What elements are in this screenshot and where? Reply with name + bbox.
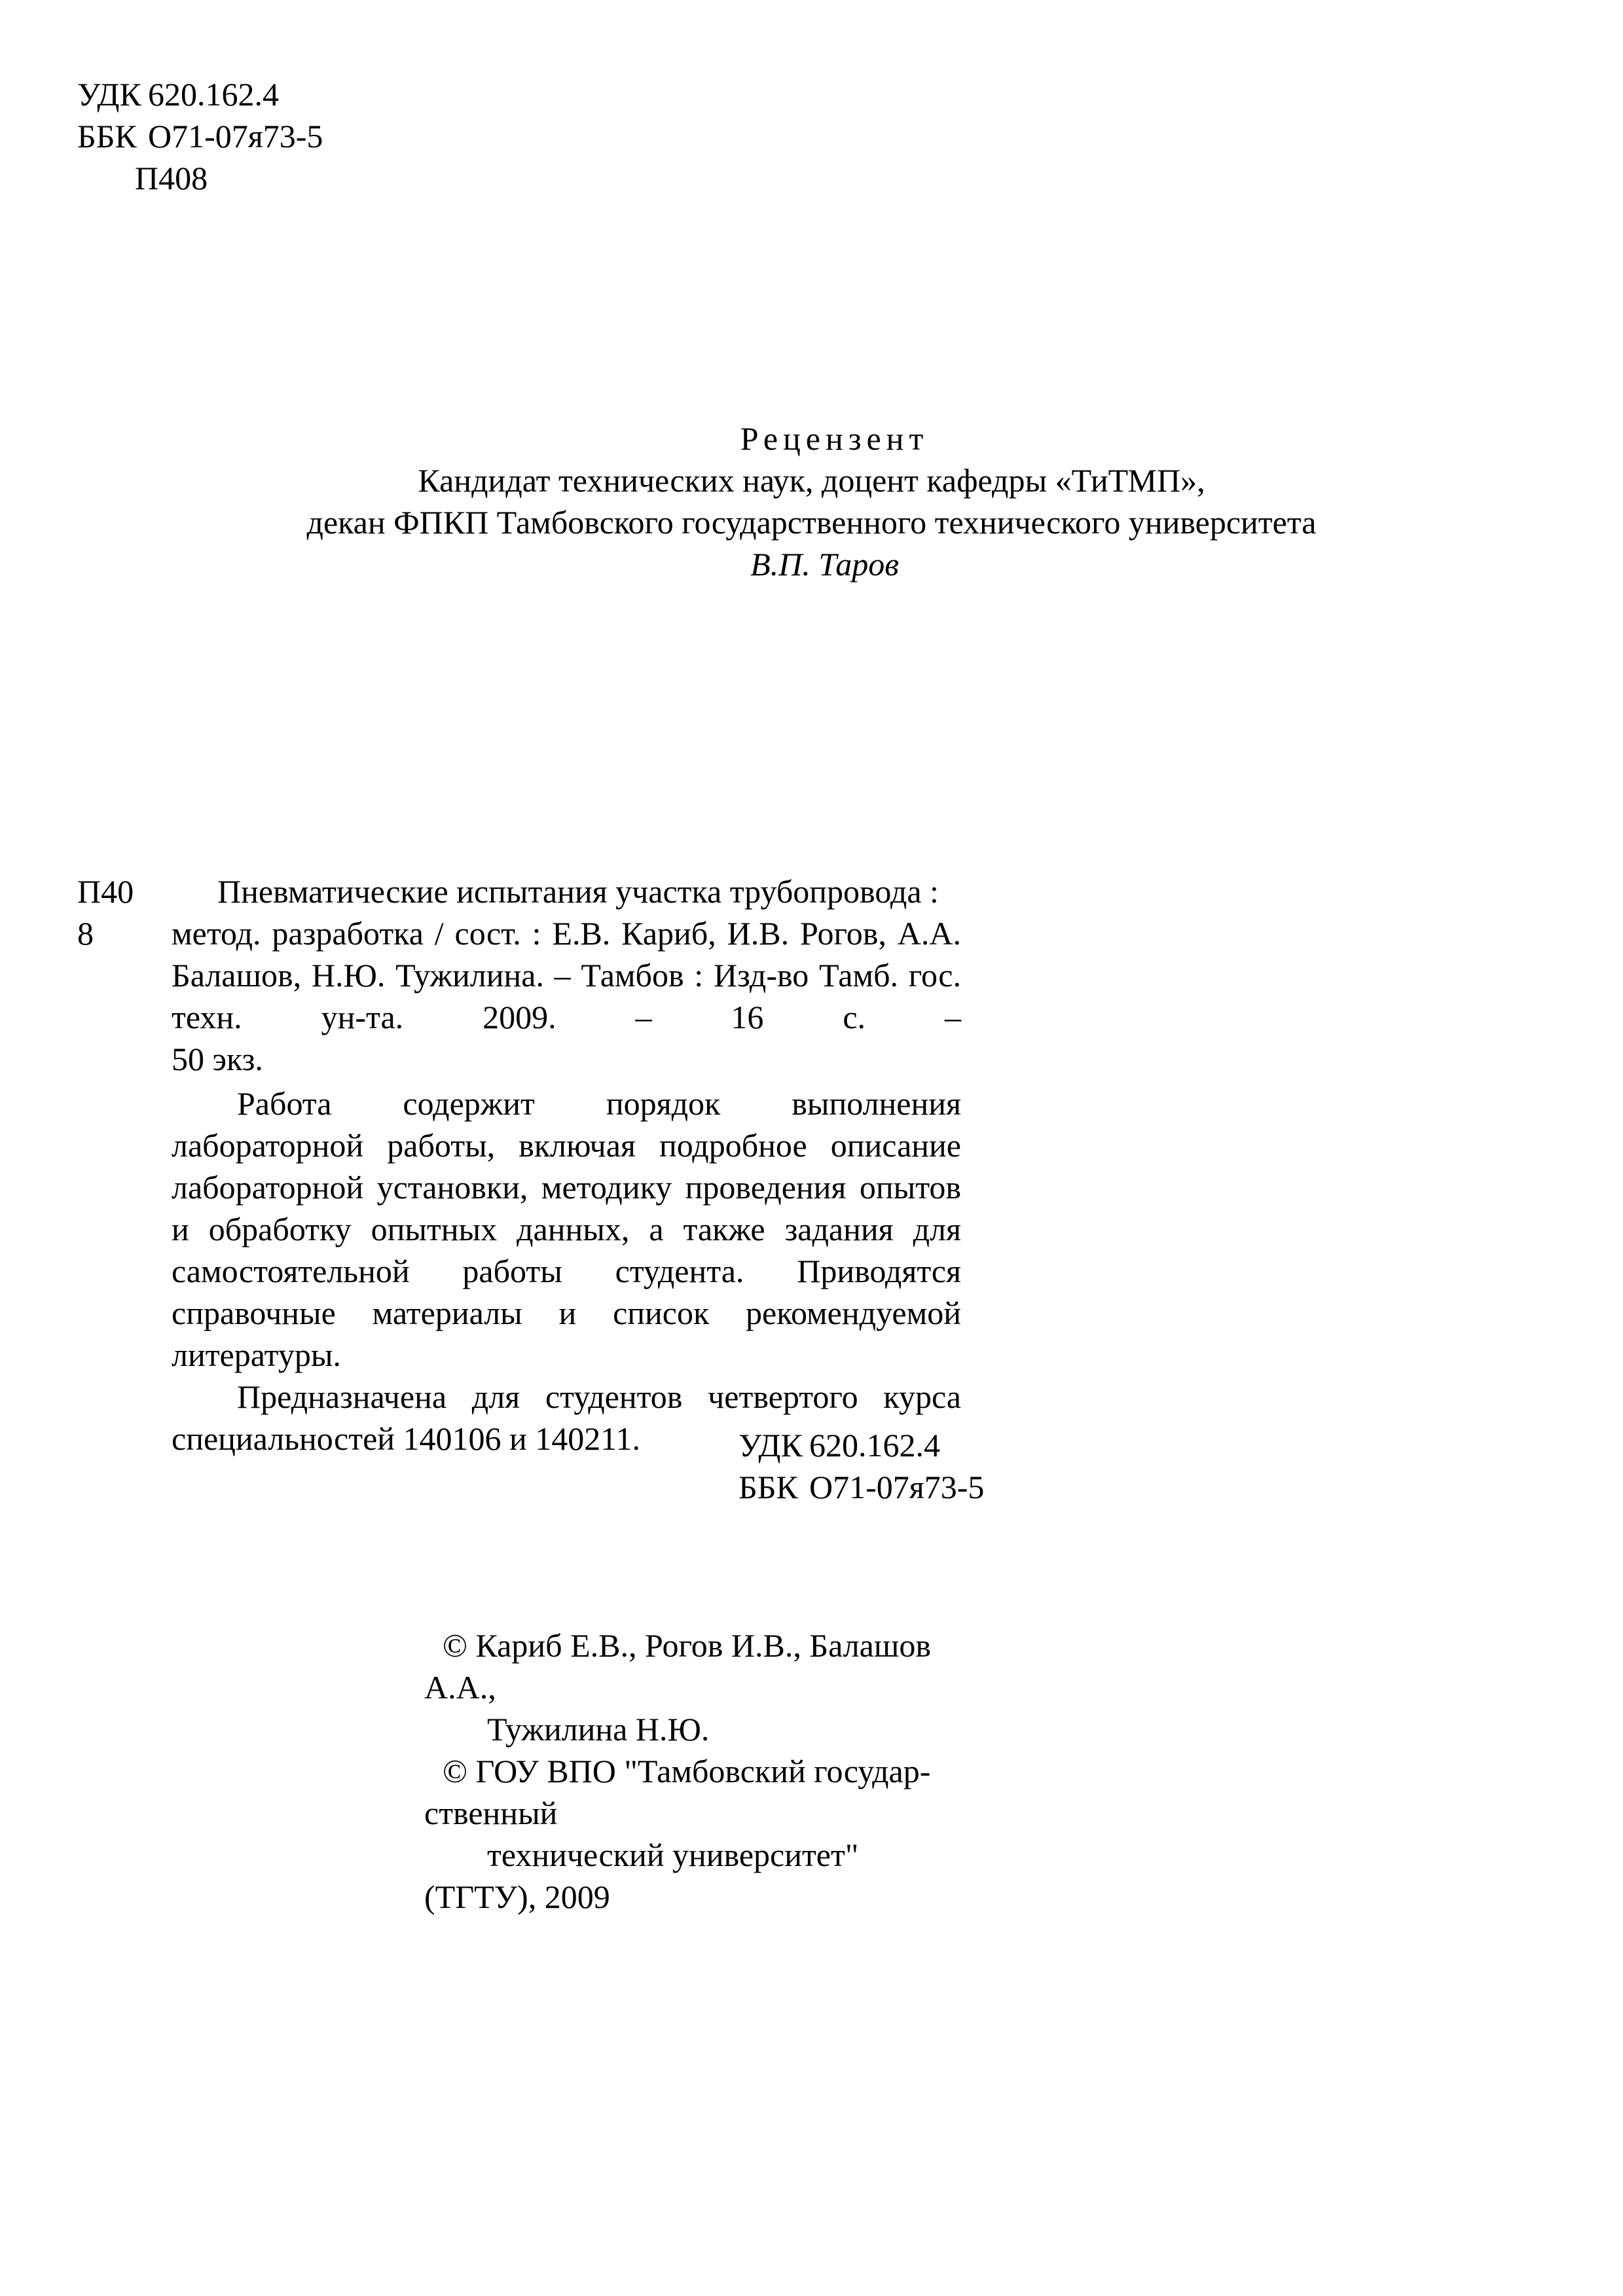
udk-label: УДК bbox=[739, 1427, 803, 1463]
bibliographic-line: метод. разработка / сост. : Е.В. Кариб, И.В. Рогов, А.А. bbox=[172, 915, 961, 952]
bbk-label: ББК bbox=[739, 1469, 798, 1505]
copyright-line: Тужилина Н.Ю. bbox=[487, 1711, 710, 1748]
copyright-line: А.А., bbox=[424, 1669, 496, 1706]
udk-label: УДК bbox=[77, 76, 141, 113]
bbk-value: О71-07я73-5 bbox=[809, 1469, 985, 1505]
copyright-block bbox=[424, 1624, 931, 1918]
bibliographic-line: техн. ун-та. 2009. – 16 с. – bbox=[172, 999, 961, 1035]
bibliographic-line: Пневматические испытания участка трубопровода : bbox=[217, 873, 939, 910]
bibliographic-code bbox=[77, 870, 134, 954]
bibliographic-line: Балашов, Н.Ю. Тужилина. – Тамбов : Изд-во Тамб. гос. bbox=[172, 957, 961, 994]
annotation-paragraph: Предназначена для студентов четвертого курса специальностей 140106 и 140211. bbox=[172, 1378, 961, 1457]
udk-row bbox=[739, 1424, 984, 1466]
classification-block-top bbox=[77, 73, 323, 199]
copyright-line: © Кариб Е.В., Рогов И.В., Балашов bbox=[443, 1627, 931, 1664]
reviewer-affiliation: декан ФПКП Тамбовского государственного технического университета bbox=[306, 504, 1317, 541]
reviewer-heading: Рецензент bbox=[740, 420, 929, 457]
reviewer-block bbox=[0, 418, 1623, 585]
udk-row bbox=[77, 73, 323, 115]
bibliographic-code-line: П40 bbox=[77, 873, 134, 910]
bbk-label: ББК bbox=[77, 118, 137, 154]
bibliographic-line: 50 экз. bbox=[172, 1041, 263, 1077]
copyright-line: (ТГТУ), 2009 bbox=[424, 1878, 610, 1915]
bbk-row bbox=[77, 115, 323, 157]
bbk-value: О71-07я73-5 bbox=[148, 118, 323, 154]
author-code-row bbox=[77, 157, 323, 199]
reviewer-name: В.П. Таров bbox=[750, 546, 899, 583]
bbk-row bbox=[739, 1466, 984, 1508]
bibliographic-code-line: 8 bbox=[77, 915, 94, 952]
copyright-line: ственный bbox=[424, 1795, 558, 1831]
bibliographic-entry bbox=[172, 870, 961, 1080]
annotation bbox=[172, 1083, 961, 1460]
copyright-line: © ГОУ ВПО "Тамбовский государ- bbox=[443, 1753, 931, 1789]
classification-block-bottom bbox=[739, 1424, 984, 1508]
annotation-paragraph: Работа содержит порядок выполнения лабораторной работы, включая подробное описание лабораторной установки, методику проведения опытов и обработку опытных данных, а также задания для самостоятельной работы студента. Приводятся справочные материалы и список рекомендуемой литературы. bbox=[172, 1085, 961, 1373]
reviewer-position: Кандидат технических наук, доцент кафедры «ТиТМП», bbox=[418, 462, 1205, 499]
copyright-line: технический университет" bbox=[487, 1837, 859, 1873]
udk-value: 620.162.4 bbox=[148, 76, 279, 113]
author-code: П408 bbox=[135, 160, 208, 196]
udk-value: 620.162.4 bbox=[809, 1427, 940, 1463]
